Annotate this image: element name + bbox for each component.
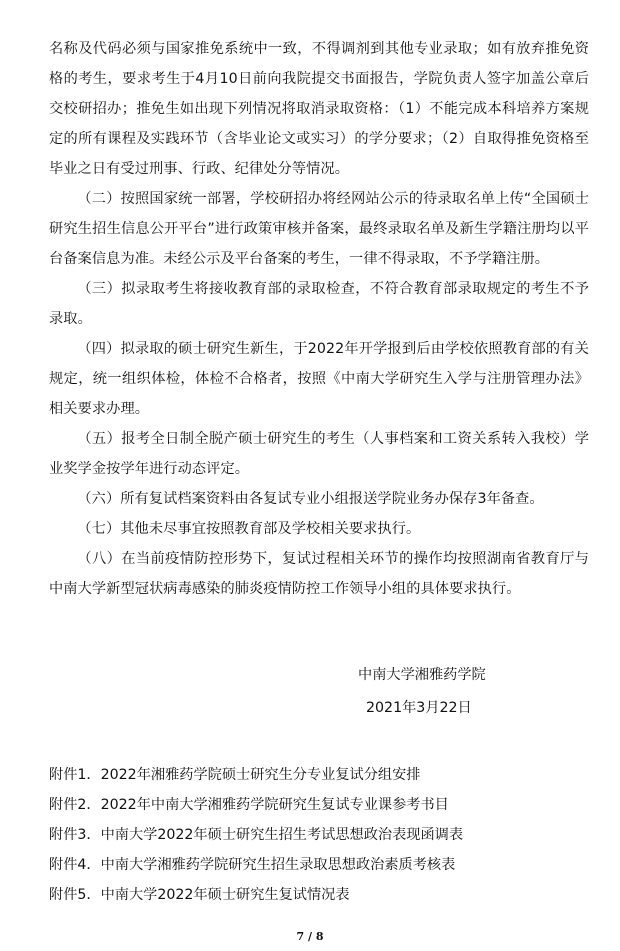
paragraph-item-3: （三）拟录取考生将接收教育部的录取检查，不符合教育部录取规定的考生不予录取。 (49, 281, 589, 327)
paragraph-item-4: （四）拟录取的硕士研究生新生，于2022年开学报到后由学校依照教育部的有关规定，统一组织体检，体检不合格者，按照《中南大学研究生入学与注册管理办法》相关要求办理。 (49, 341, 589, 417)
paragraph-continuation: 名称及代码必须与国家推免系统中一致，不得调剂到其他专业录取；如有放弃推免资格的考生，要求考生于4月10日前向我院提交书面报告，学院负责人签字加盖公章后交校研招办；推免生如出现下列情况将取消录取资格：（1）不能完成本科培养方案规定的所有课程及实践环节（含毕业论文或实习）的学分要求；（2）自取得推免资格至毕业之日有受过刑事、行政、纪律处分等情况。 (49, 41, 589, 177)
attachment-item-1: 附件1．2022年湘雅药学院硕士研究生分专业复试分组安排 (49, 767, 421, 783)
attachment-item-3: 附件3．中南大学2022年硕士研究生招生考试思想政治表现函调表 (49, 827, 464, 843)
page-number: 7 / 8 (296, 930, 324, 943)
attachment-item-5: 附件5．中南大学2022年硕士研究生复试情况表 (49, 887, 350, 903)
attachment-item-4: 附件4．中南大学湘雅药学院研究生招生录取思想政治素质考核表 (49, 857, 456, 873)
paragraph-item-5: （五）报考全日制全脱产硕士研究生的考生（人事档案和工资关系转入我校）学业奖学金按学年进行动态评定。 (49, 431, 589, 477)
attachment-item-2: 附件2．2022年中南大学湘雅药学院研究生复试专业课参考书目 (49, 797, 449, 813)
paragraph-item-6: （六）所有复试档案资料由各复试专业小组报送学院业务办保存3年备查。 (77, 491, 544, 507)
signature-date: 2021年3月22日 (366, 700, 472, 716)
paragraph-item-7: （七）其他未尽事宜按照教育部及学校相关要求执行。 (77, 521, 421, 537)
document-body (49, 34, 589, 604)
attachment-list (49, 760, 589, 910)
paragraph-item-8: （八）在当前疫情防控形势下，复试过程相关环节的操作均按照湖南省教育厅与中南大学新型冠状病毒感染的肺炎疫情防控工作领导小组的具体要求执行。 (49, 551, 589, 597)
signature-organization: 中南大学湘雅药学院 (358, 667, 486, 683)
paragraph-item-2: （二）按照国家统一部署，学校研招办将经网站公示的待录取名单上传“全国硕士研究生招生信息公开平台”进行政策审核并备案，最终录取名单及新生学籍注册均以平台备案信息为准。未经公示及平台备案的考生，一律不得录取，不予学籍注册。 (49, 191, 589, 267)
